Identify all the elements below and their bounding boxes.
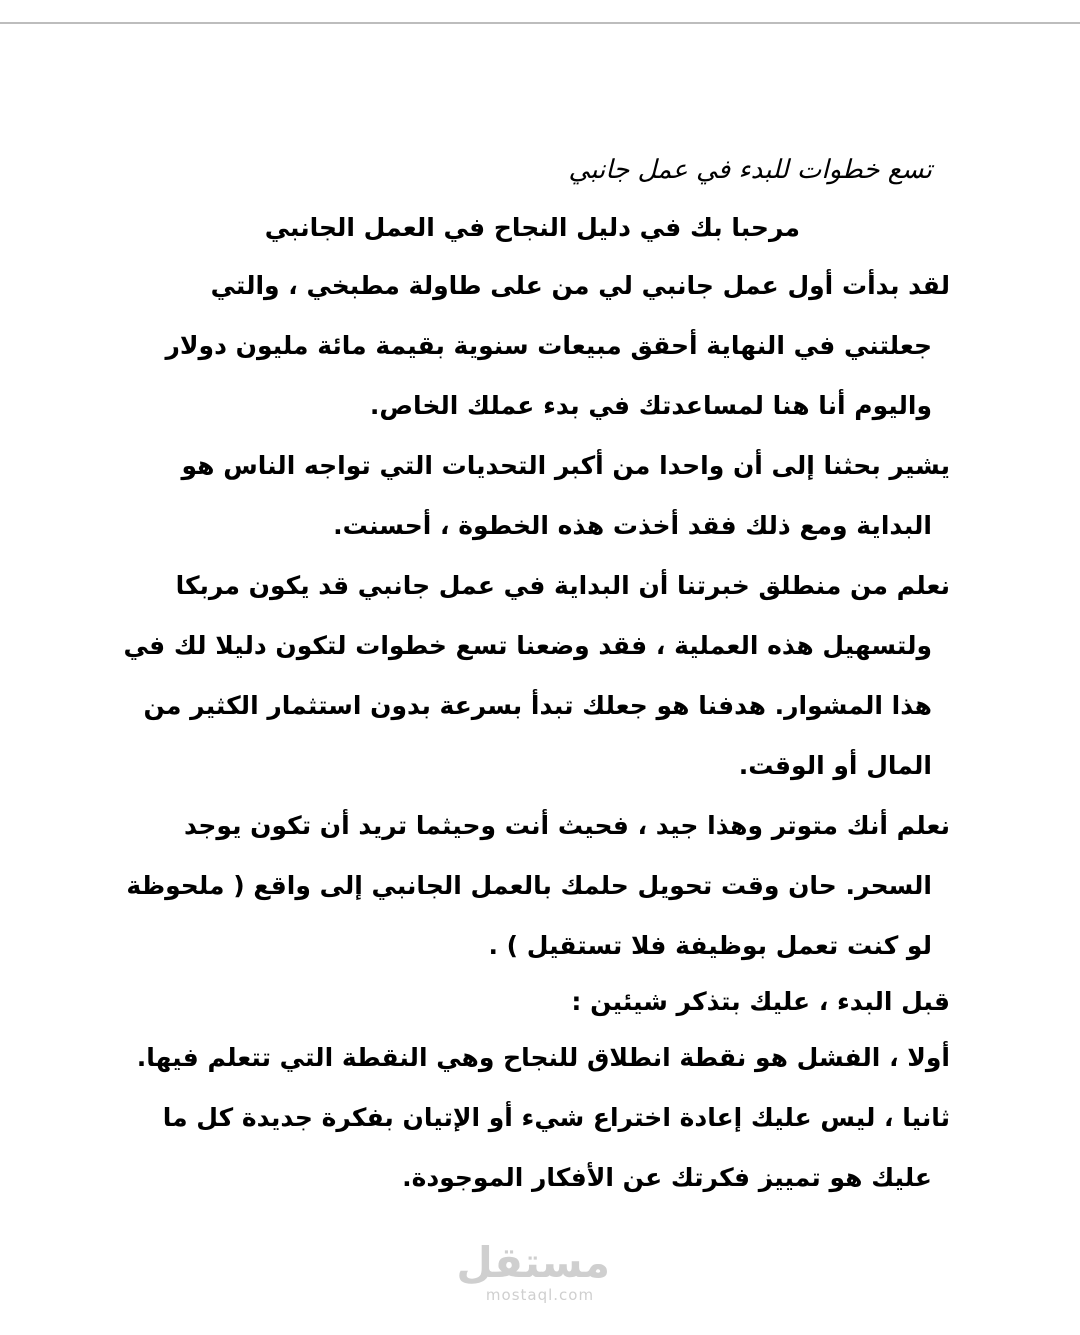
paragraph-line: عليك هو تمييز فكرتك عن الأفكار الموجودة. — [402, 1163, 932, 1192]
paragraph-experience — [123, 556, 950, 796]
watermark-url: mostaql.com — [485, 1286, 595, 1304]
paragraph-line: يشير بحثنا إلى أن واحدا من أكبر التحديات التي تواجه الناس هو — [181, 451, 950, 480]
paragraph-research — [130, 436, 950, 556]
paragraph-first-point — [130, 1028, 950, 1088]
top-divider — [0, 22, 1080, 24]
paragraph-line: نعلم أنك متوتر وهذا جيد ، فحيث أنت وحيثما تريد أن تكون يوجد — [183, 811, 950, 840]
paragraph-line: السحر. حان وقت تحويل حلمك بالعمل الجانبي إلى واقع ( ملحوظة — [126, 871, 932, 900]
paragraph-line: جعلتني في النهاية أحقق مبيعات سنوية بقيمة مائة مليون دولار — [165, 331, 932, 360]
mostaql-watermark — [456, 1238, 610, 1304]
paragraph-line: لقد بدأت أول عمل جانبي لي من على طاولة مطبخي ، والتي — [210, 271, 950, 300]
paragraph-line: قبل البدء ، عليك بتذكر شيئين : — [571, 987, 950, 1016]
paragraph-intro — [130, 256, 950, 436]
paragraph-line: أولا ، الفشل هو نقطة انطلاق للنجاح وهي النقطة التي تتعلم فيها. — [136, 1043, 950, 1072]
document-subtitle: مرحبا بك في دليل النجاح في العمل الجانبي — [264, 213, 800, 242]
paragraph-line: واليوم أنا هنا لمساعدتك في بدء عملك الخاص. — [369, 391, 932, 420]
paragraph-line: ثانيا ، ليس عليك إعادة اختراع شيء أو الإتيان بفكرة جديدة كل ما — [162, 1103, 950, 1132]
paragraph-nervous — [126, 796, 950, 976]
document-body — [123, 140, 950, 1208]
paragraph-line: هذا المشوار. هدفنا هو جعلك تبدأ بسرعة بدون استثمار الكثير من — [143, 691, 932, 720]
watermark-logo: مستقل — [456, 1238, 610, 1287]
paragraph-line: المال أو الوقت. — [738, 751, 932, 780]
paragraph-line: البداية ومع ذلك فقد أخذت هذه الخطوة ، أحسنت. — [333, 511, 932, 540]
paragraph-second-point — [130, 1088, 950, 1208]
paragraph-line: لو كنت تعمل بوظيفة فلا تستقيل ) . — [488, 931, 932, 960]
paragraph-line: نعلم من منطلق خبرتنا أن البداية في عمل جانبي قد يكون مربكا — [175, 571, 950, 600]
paragraph-line: ولتسهيل هذه العملية ، فقد وضعنا تسع خطوات لتكون دليلا لك في — [123, 631, 932, 660]
document-title: تسع خطوات للبدء في عمل جانبي — [568, 155, 932, 185]
paragraph-before-start — [130, 976, 950, 1028]
